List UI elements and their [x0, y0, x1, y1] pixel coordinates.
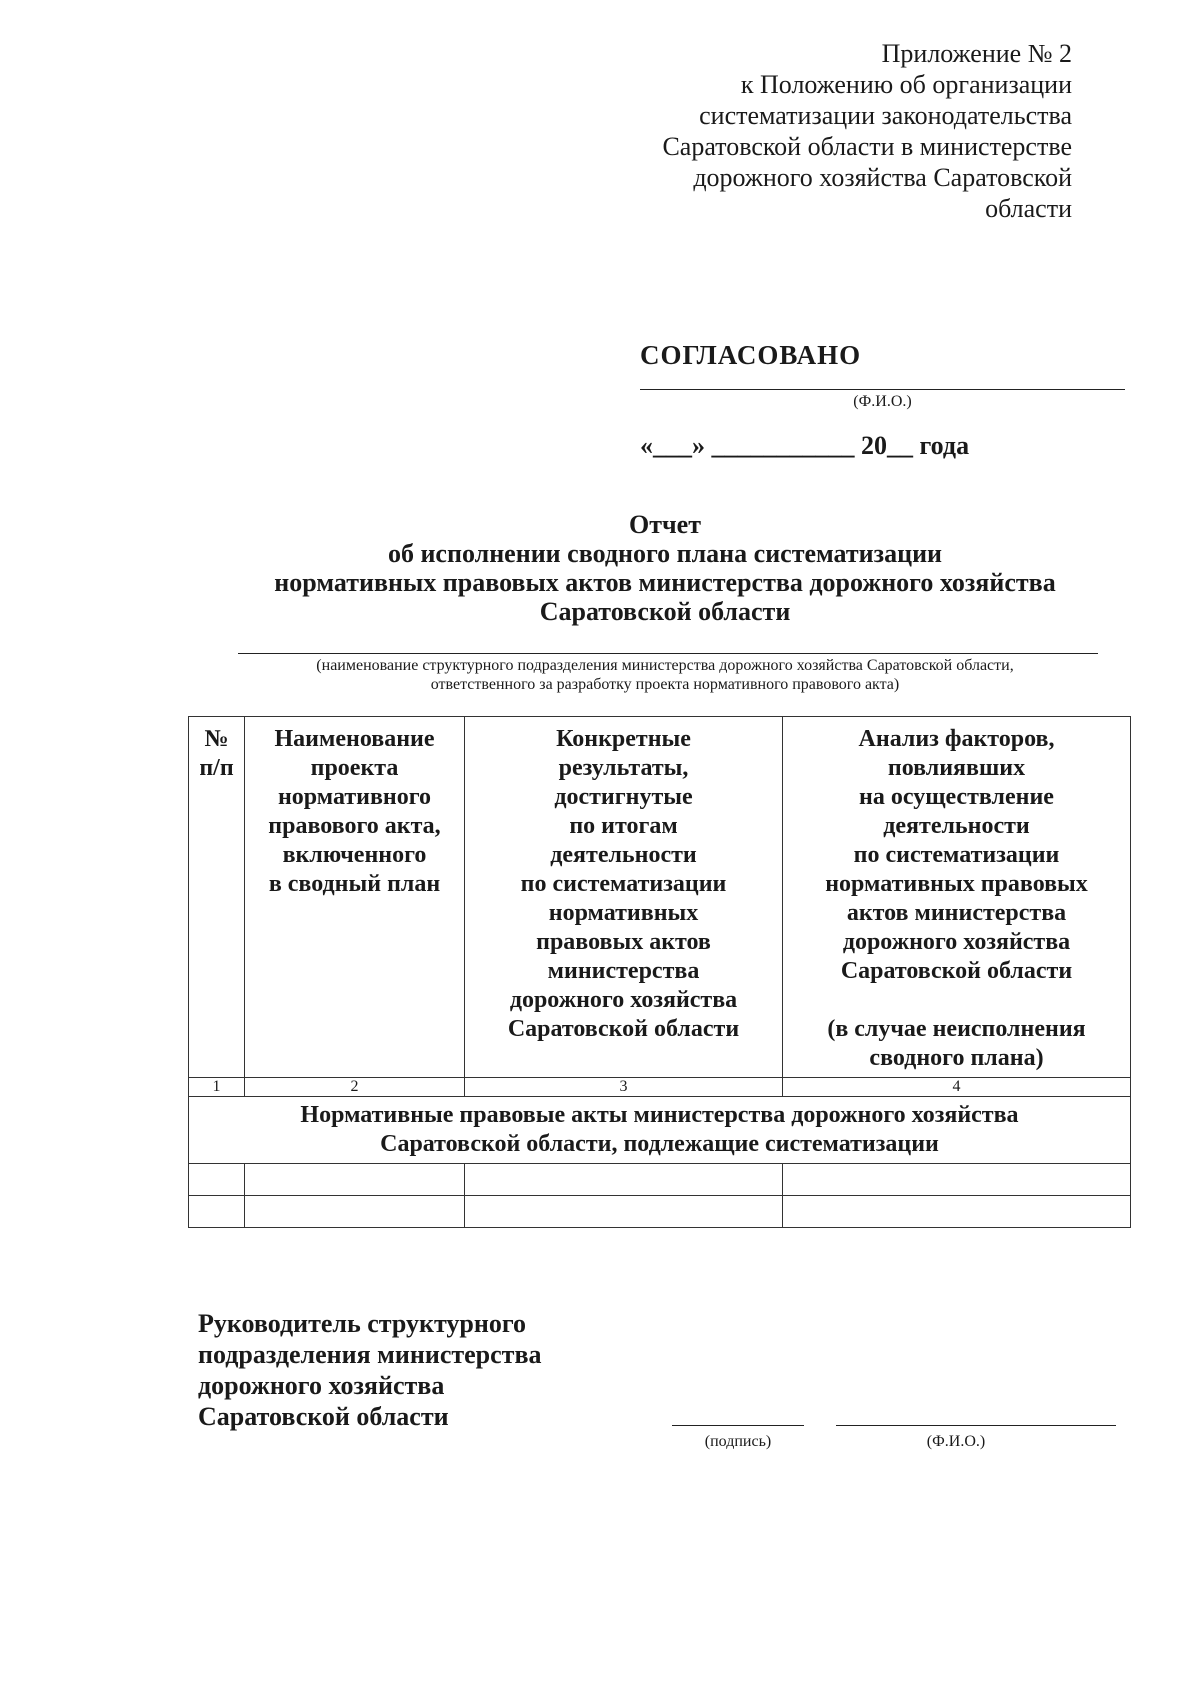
header-text: № п/п: [199, 726, 234, 781]
column-number: 4: [783, 1078, 1131, 1097]
table-cell: [783, 1196, 1131, 1228]
column-number: 3: [465, 1078, 783, 1097]
column-number: 2: [245, 1078, 465, 1097]
signer-line: Руководитель структурного: [198, 1309, 527, 1338]
appendix-line: Саратовской области в министерстве: [662, 132, 1072, 161]
table-row: [189, 1196, 1131, 1228]
appendix-line: дорожного хозяйства Саратовской: [693, 163, 1072, 192]
header-text: Конкретные результаты, достигнутые по итогам деятельности по систематизации нормативных правовых актов министерства дорожного хозяйства Саратовской области: [507, 726, 740, 1042]
header-cell-analysis: [783, 717, 1131, 1078]
approval-name-line: [640, 389, 1125, 390]
approval-date-line: «___» ___________ 20__ года: [640, 431, 970, 460]
section-title: [189, 1097, 1131, 1164]
header-cell-results: [465, 717, 783, 1078]
subdivision-caption-line: ответственного за разработку проекта нормативного правового акта): [430, 676, 900, 693]
section-title-text: Нормативные правовые акты министерства дорожного хозяйства Саратовской области, подлежащие систематизации: [300, 1102, 1019, 1157]
table-cell: [245, 1164, 465, 1196]
report-table: [188, 716, 1131, 1228]
table-cell: [189, 1196, 245, 1228]
header-text: Наименование проекта нормативного правового акта, включенного в сводный план: [268, 726, 441, 897]
signature-line: [672, 1425, 804, 1426]
header-cell-number: [189, 717, 245, 1078]
subdivision-name-line: [238, 653, 1098, 654]
table-header-row: [189, 717, 1131, 1078]
approval-block: [640, 340, 1125, 461]
signer-fio-caption: (Ф.И.О.): [926, 1433, 986, 1450]
appendix-line: к Положению об организации: [740, 70, 1072, 99]
signer-title: [198, 1308, 541, 1432]
report-title-line: Отчет: [629, 510, 701, 539]
column-number-row: [189, 1078, 1131, 1097]
appendix-reference: [662, 38, 1072, 224]
report-title: [150, 510, 1180, 626]
approval-fio-caption: (Ф.И.О.): [853, 393, 912, 410]
table-cell: [189, 1164, 245, 1196]
appendix-line: систематизации законодательства: [699, 101, 1072, 130]
signer-fio-line: [836, 1425, 1116, 1426]
subdivision-caption: [150, 656, 1180, 694]
appendix-line: Приложение № 2: [881, 39, 1072, 68]
report-title-line: об исполнении сводного плана систематизации: [387, 539, 943, 568]
signer-line: дорожного хозяйства: [198, 1371, 445, 1400]
subdivision-caption-line: (наименование структурного подразделения министерства дорожного хозяйства Саратовской области,: [316, 657, 1014, 674]
table-cell: [465, 1164, 783, 1196]
table-cell: [783, 1164, 1131, 1196]
report-title-line: Саратовской области: [539, 597, 791, 626]
signer-line: подразделения министерства: [198, 1340, 542, 1369]
signer-line: Саратовской области: [198, 1402, 449, 1431]
table-row: [189, 1164, 1131, 1196]
table-cell: [465, 1196, 783, 1228]
section-row: [189, 1097, 1131, 1164]
report-title-line: нормативных правовых актов министерства дорожного хозяйства: [274, 568, 1056, 597]
header-cell-act-name: [245, 717, 465, 1078]
table-cell: [245, 1196, 465, 1228]
column-number: 1: [189, 1078, 245, 1097]
appendix-line: области: [985, 194, 1072, 223]
signature-caption: (подпись): [704, 1433, 772, 1450]
header-text: Анализ факторов, повлиявших на осуществление деятельности по систематизации нормативных правовых актов министерства дорожного хозяйства Саратовской области (в случае неисполнения сводного плана): [825, 726, 1088, 1071]
approval-title: СОГЛАСОВАНО: [640, 340, 862, 370]
